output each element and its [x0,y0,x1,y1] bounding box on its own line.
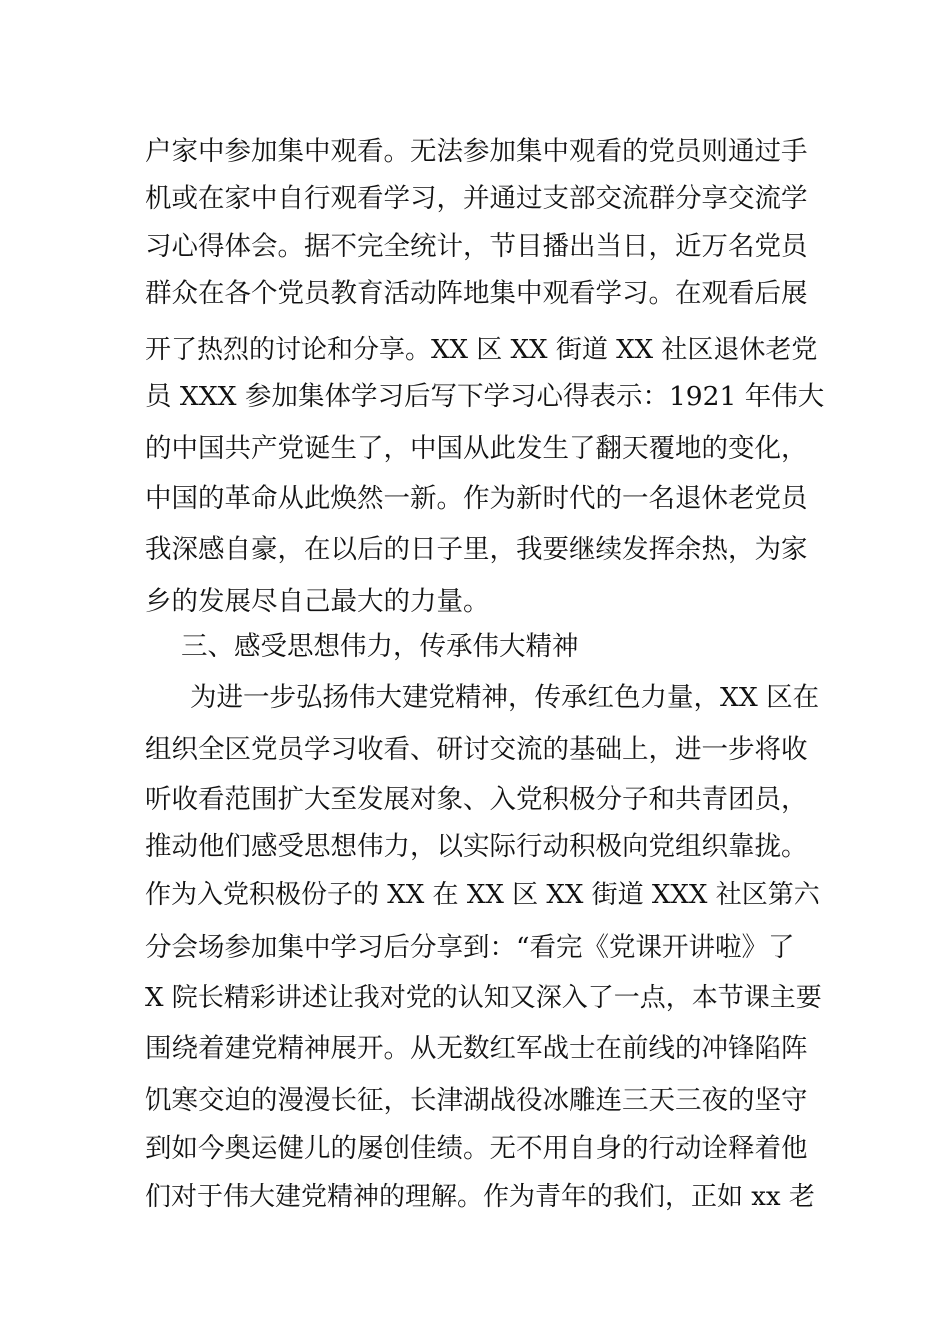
body-text-line: 群众在各个党员教育活动阵地集中观看学习。在观看后展 [145,278,808,309]
body-text-line: 员 XXX 参加集体学习后写下学习心得表示：1921 年伟大 [145,381,825,412]
body-text-line: 作为入党积极份子的 XX 在 XX 区 XX 街道 XXX 社区第六 [145,880,820,910]
body-text-line: 组织全区党员学习收看、研讨交流的基础上，进一步将收 [145,734,808,765]
body-text-line: 听收看范围扩大至发展对象、入党积极分子和共青团员， [145,784,808,815]
body-text-line: 乡的发展尽自己最大的力量。 [145,586,490,617]
body-text-line: 们对于伟大建党精神的理解。作为青年的我们，正如 xx 老 [145,1182,815,1212]
section-heading: 三、感受思想伟力，传承伟大精神 [181,631,579,662]
body-text-line: 饥寒交迫的漫漫长征，长津湖战役冰雕连三天三夜的坚守 [145,1085,808,1116]
body-text-line: 为进一步弘扬伟大建党精神，传承红色力量，XX 区在 [190,682,820,713]
body-text-line: 我深感自豪，在以后的日子里，我要继续发挥余热，为家 [145,534,808,565]
body-text-line: 习心得体会。据不完全统计，节目播出当日，近万名党员 [145,231,808,262]
body-text-line: 围绕着建党精神展开。从无数红军战士在前线的冲锋陷阵 [145,1033,808,1064]
body-text-line: 开了热烈的讨论和分享。XX 区 XX 街道 XX 社区退休老党 [145,335,818,365]
body-text-line: 推动他们感受思想伟力，以实际行动积极向党组织靠拢。 [145,831,808,862]
body-text-line: 到如今奥运健儿的屡创佳绩。无不用自身的行动诠释着他 [145,1133,808,1164]
body-text-line: 分会场参加集中学习后分享到：“看完《党课开讲啦》了 [145,932,795,963]
body-text-line: X 院长精彩讲述让我对党的认知又深入了一点，本节课主要 [145,983,822,1013]
body-text-line: 户家中参加集中观看。无法参加集中观看的党员则通过手 [145,136,808,167]
body-text-line: 中国的革命从此焕然一新。作为新时代的一名退休老党员 [145,483,808,514]
body-text-line: 的中国共产党诞生了，中国从此发生了翻天覆地的变化， [145,433,808,464]
body-text-line: 机或在家中自行观看学习，并通过支部交流群分享交流学 [145,183,808,214]
